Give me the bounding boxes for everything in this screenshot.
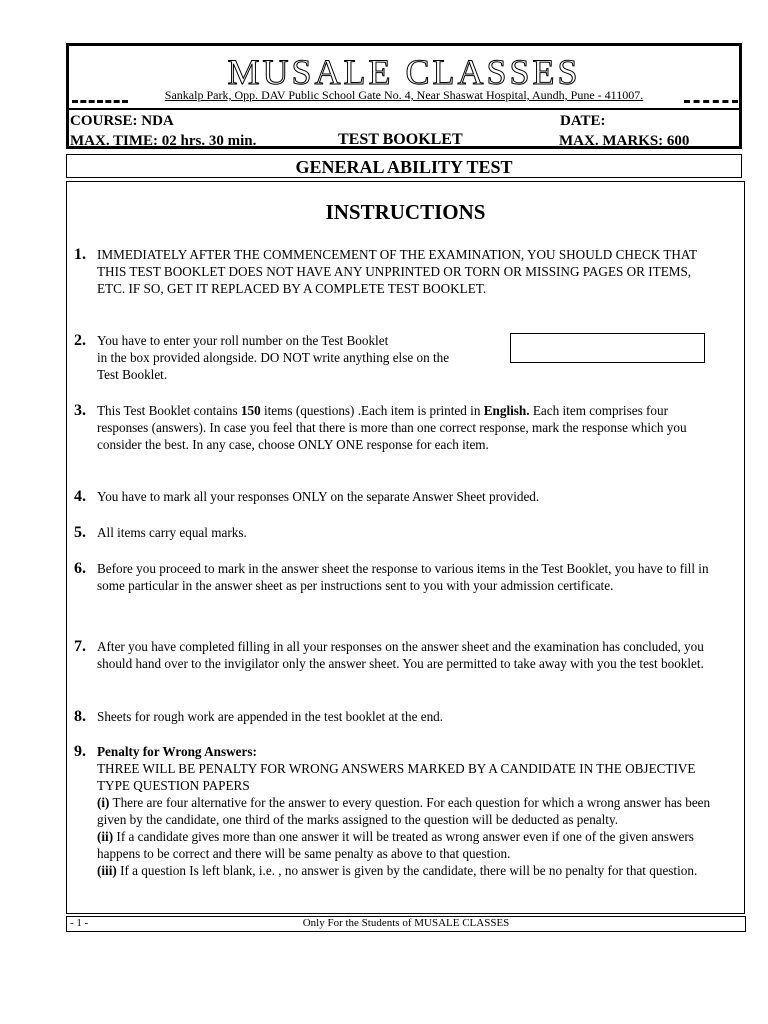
section-title: GENERAL ABILITY TEST	[295, 157, 513, 177]
item-number: 6.	[74, 560, 86, 577]
item-text-part: Each item comprises four responses (answers). In case you feel that there is more than one correct response, mark the response which you consider the best. In any case, choose ONLY ONE response for each item.	[97, 403, 687, 452]
item-text	[97, 332, 507, 383]
page-number: - 1 -	[70, 917, 89, 929]
item-text: Sheets for rough work are appended in the test booklet at the end.	[97, 709, 444, 724]
item-number: 3.	[74, 402, 86, 419]
sub-item-text: There are four alternative for the answer to every question. For each question for which a wrong answer has been given by the candidate, one third of the marks assigned to the question will be deducted as penalty.	[97, 795, 711, 827]
sub-item-label: (ii)	[97, 829, 114, 844]
item-language: English.	[483, 403, 530, 418]
item-count: 150	[240, 403, 261, 418]
roll-number-box[interactable]	[510, 333, 705, 363]
item-number: 5.	[74, 524, 86, 541]
sub-item-label: (i)	[97, 795, 110, 810]
penalty-sub-item	[97, 794, 722, 828]
item-text: All items carry equal marks.	[97, 525, 247, 540]
item-text: Before you proceed to mark in the answer sheet the response to various items in the Test Booklet, you have to fill in some particular in the answer sheet as per instructions sent to you with your admission certificate.	[97, 561, 709, 593]
date-label: DATE:	[560, 113, 606, 129]
max-time: MAX. TIME: 02 hrs. 30 min.	[70, 133, 257, 149]
item-number: 9.	[74, 743, 86, 760]
instructions-title: INSTRUCTIONS	[325, 200, 486, 224]
item-text-line: Test Booklet.	[97, 367, 168, 382]
item-text	[97, 743, 722, 879]
penalty-sub-item	[97, 828, 722, 862]
item-text: After you have completed filling in all your responses on the answer sheet and the examination has concluded, you should hand over to the invigilator only the answer sheet. You are permitted to take away with you the test booklet.	[97, 639, 704, 671]
item-number: 1.	[74, 246, 86, 263]
item-number: 7.	[74, 638, 86, 655]
footer-note: Only For the Students of MUSALE CLASSES	[302, 917, 510, 929]
penalty-sub-item	[97, 862, 722, 879]
item-text-part: This Test Booklet contains	[97, 403, 241, 418]
item-text-line: in the box provided alongside. DO NOT write anything else on the	[97, 350, 450, 365]
sub-item-text: If a question Is left blank, i.e. , no answer is given by the candidate, there will be no penalty for that question.	[116, 863, 698, 878]
sub-item-label: (iii)	[97, 863, 117, 878]
header-divider	[66, 108, 742, 110]
penalty-intro: THREE WILL BE PENALTY FOR WRONG ANSWERS MARKED BY A CANDIDATE IN THE OBJECTIVE TYPE QUESTION PAPERS	[97, 761, 696, 793]
brand-title: MUSALE CLASSES	[227, 52, 581, 92]
max-marks: MAX. MARKS: 600	[559, 133, 690, 149]
address: Sankalp Park, Opp. DAV Public School Gate No. 4, Near Shaswat Hospital, Aundh, Pune - 411007.	[164, 88, 644, 102]
item-number: 4.	[74, 488, 86, 505]
item-text-line: You have to enter your roll number on the Test Booklet	[97, 333, 389, 348]
penalty-heading: Penalty for Wrong Answers:	[97, 744, 257, 759]
item-text-part: items (questions) .Each item is printed in	[260, 403, 484, 418]
item-text: IMMEDIATELY AFTER THE COMMENCEMENT OF THE EXAMINATION, YOU SHOULD CHECK THAT THIS TEST BOOKLET DOES NOT HAVE ANY UNPRINTED OR TORN OR MISSING PAGES OR ITEMS, ETC. IF SO, GET IT REPLACED BY A COMPLETE TEST BOOKLET.	[97, 247, 697, 296]
item-text: You have to mark all your responses ONLY on the separate Answer Sheet provided.	[97, 489, 540, 504]
booklet-label: TEST BOOKLET	[338, 131, 463, 148]
item-number: 2.	[74, 332, 86, 349]
course-label: COURSE: NDA	[70, 113, 174, 129]
sub-item-text: If a candidate gives more than one answer it will be treated as wrong answer even if one of the given answers happens to be correct and there will be same penalty as above to that question.	[97, 829, 694, 861]
item-number: 8.	[74, 708, 86, 725]
item-text	[97, 402, 717, 453]
